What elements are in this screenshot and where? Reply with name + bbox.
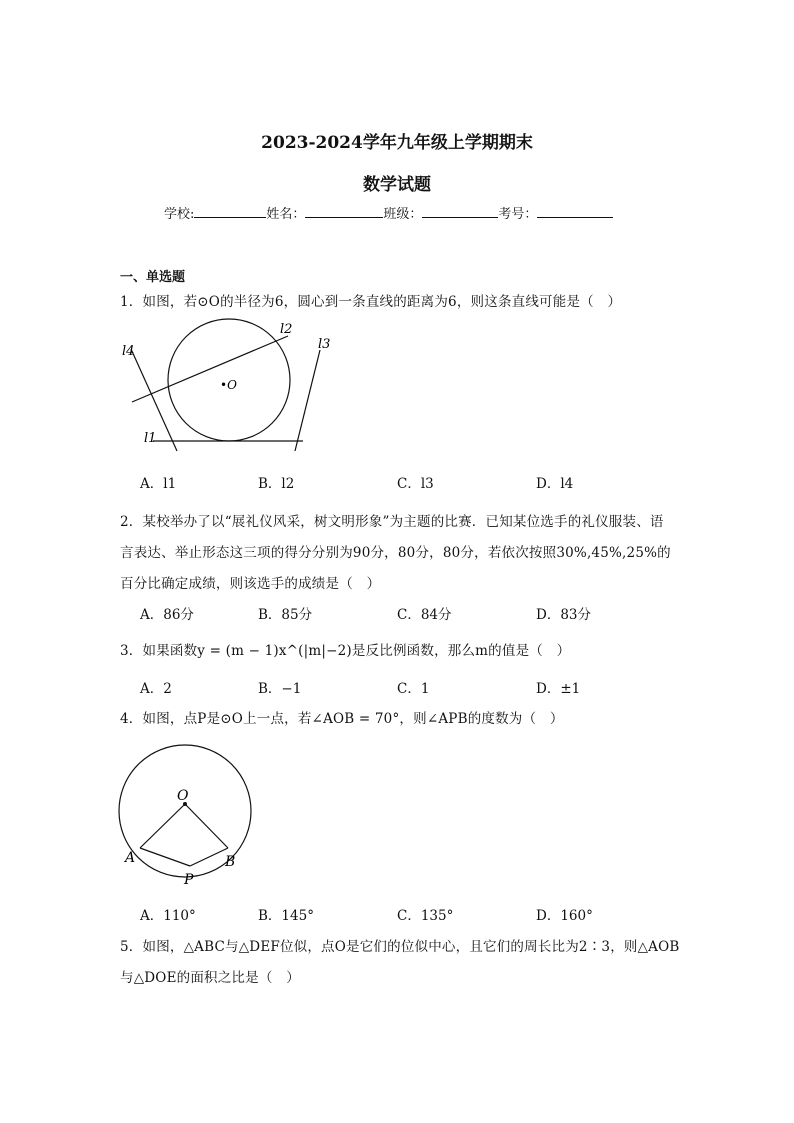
school-label: 学校: [164,207,195,222]
school-blank[interactable] [194,205,266,218]
q4-figure [112,738,262,890]
exam-no-blank[interactable] [537,205,613,218]
name-blank[interactable] [305,205,383,218]
segment-ob [185,804,228,848]
q3-stem: 3．如果函数y = (m − 1)x^(|m|−2)是反比例函数，那么m的值是（ ） [120,643,571,659]
q3-option-d[interactable]: D．±1 [536,681,581,697]
q2-option-a[interactable]: A．86分 [140,607,194,623]
label-o: O [177,788,189,804]
label-center-o: •O [220,378,237,392]
q2-stem-line1: 2．某校举办了以“展礼仪风采，树文明形象”为主题的比赛．已知某位选手的礼仪服装、语 [120,514,664,530]
line-l3 [295,350,320,451]
q1-stem: 1．如图，若⊙O的半径为6，圆心到一条直线的距离为6，则这条直线可能是（ ） [120,294,622,310]
q4-option-a[interactable]: A．110° [140,908,196,924]
q1-option-a[interactable]: A．l1 [140,476,177,492]
q2-option-b[interactable]: B．85分 [258,607,313,623]
q1-option-c[interactable]: C．l3 [397,476,434,492]
q2-stem-line3: 百分比确定成绩，则该选手的成绩是（ ） [120,576,381,592]
label-l4: l4 [122,344,135,359]
exam-no-label: 考号： [498,207,538,222]
q5-stem-line1: 5．如图，△ABC与△DEF位似，点O是它们的位似中心，且它们的周长比为2∶3，则△AOB [120,939,680,955]
line-l2 [132,336,288,402]
segment-bp [190,848,228,866]
label-l3: l3 [318,337,331,352]
q4-option-c[interactable]: C．135° [397,908,454,924]
q2-stem-line2: 言表达、举止形态这三项的得分分别为90分，80分，80分，若依次按照30%,45%,25%的 [120,545,671,561]
exam-subtitle: 数学试题 [363,175,431,195]
q2-option-d[interactable]: D．83分 [536,607,592,623]
label-p: P [184,872,194,888]
student-info-row [164,203,613,222]
class-blank[interactable] [422,205,498,218]
segment-ap [140,848,190,866]
q1-option-b[interactable]: B．l2 [258,476,295,492]
q5-stem-line2: 与△DOE的面积之比是（ ） [120,970,300,986]
class-label: 班级： [383,207,423,222]
q4-option-b[interactable]: B．145° [258,908,314,924]
label-l2: l2 [280,322,293,337]
section-heading: 一、单选题 [120,270,186,285]
q4-stem: 4．如图，点P是⊙O上一点，若∠AOB = 70°，则∠APB的度数为（ ） [120,711,564,727]
label-l1: l1 [144,431,157,446]
name-label: 姓名： [266,207,306,222]
label-a: A [125,850,136,866]
q2-option-c[interactable]: C．84分 [397,607,452,623]
q3-option-b[interactable]: B．−1 [258,681,302,697]
exam-title: 2023-2024学年九年级上学期期末 [261,133,533,153]
q4-option-d[interactable]: D．160° [536,908,593,924]
q1-option-d[interactable]: D．l4 [536,476,574,492]
q1-figure [115,318,345,458]
q3-option-a[interactable]: A．2 [140,681,172,697]
q3-option-c[interactable]: C．1 [397,681,430,697]
label-b: B [225,854,236,870]
segment-oa [140,804,185,848]
